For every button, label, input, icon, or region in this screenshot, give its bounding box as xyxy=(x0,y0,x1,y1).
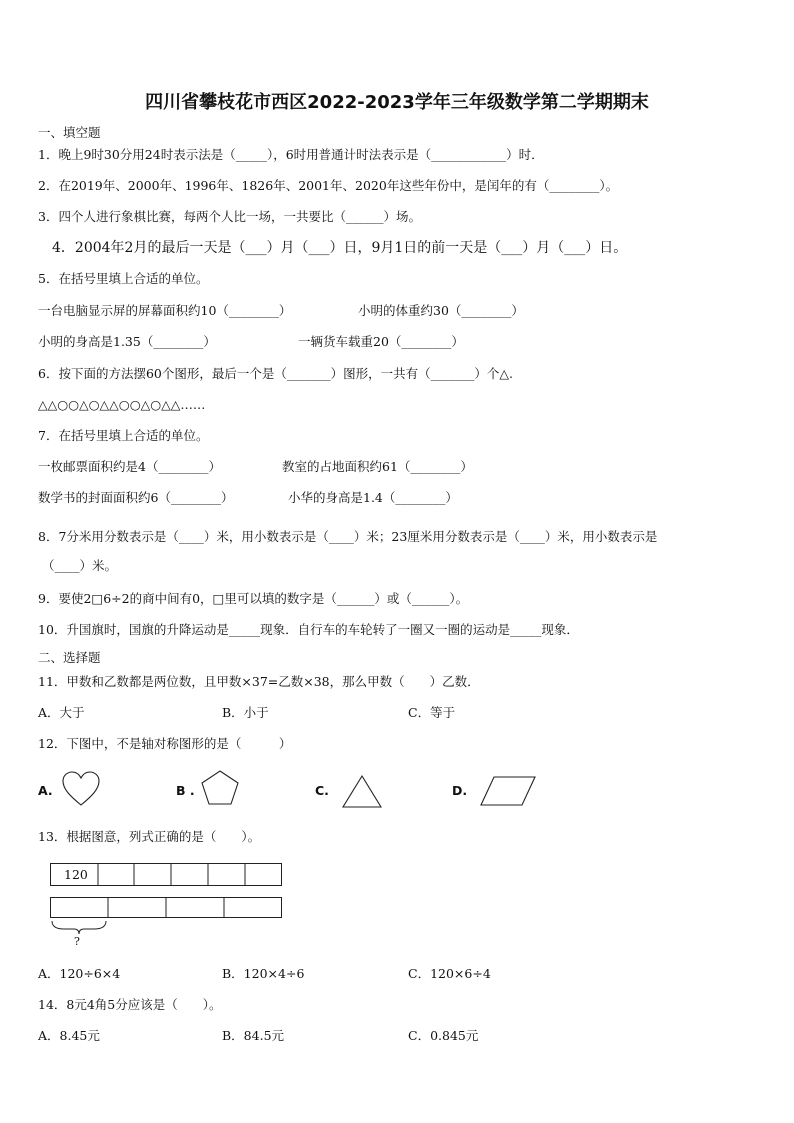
question-7-item-d: 小华的身高是1.4（________） xyxy=(288,490,458,505)
parallelogram-icon xyxy=(480,776,536,806)
question-11: 11．甲数和乙数都是两位数，且甲数×37=乙数×38，那么甲数（ ）乙数． xyxy=(38,674,480,689)
question-7: 7．在括号里填上合适的单位。 xyxy=(38,428,209,443)
question-12-letter-b: B . xyxy=(176,783,195,798)
question-13: 13．根据图意，列式正确的是（ ）。 xyxy=(38,829,261,844)
question-12-letter-d: D. xyxy=(452,783,468,798)
question-12: 12．下图中，不是轴对称图形的是（ ） xyxy=(38,736,292,751)
question-14-option-b: B．84.5元 xyxy=(222,1028,285,1043)
question-14: 14．8元4角5分应该是（ ）。 xyxy=(38,997,222,1012)
question-6: 6．按下面的方法摆60个图形，最后一个是（_______）图形，一共有（_______）个△. xyxy=(38,366,513,381)
question-13-question-mark: ? xyxy=(74,935,80,948)
pentagon-icon xyxy=(200,770,240,806)
question-11-option-b: B．小于 xyxy=(222,705,269,720)
question-5-item-d: 一辆货车载重20（________） xyxy=(298,334,464,349)
question-13-option-c: C．120×6÷4 xyxy=(408,966,491,981)
question-8-line-2: （____）米。 xyxy=(42,558,118,573)
question-11-option-c: C．等于 xyxy=(408,705,456,720)
question-13-option-b: B．120×4÷6 xyxy=(222,966,305,981)
question-4: 4．2004年2月的最后一天是（___）月（___）日，9月1日的前一天是（___）月（___）日。 xyxy=(52,240,628,256)
question-7-item-a: 一枚邮票面积约是4（________） xyxy=(38,459,221,474)
question-8-line-1: 8．7分米用分数表示是（____）米，用小数表示是（____）米；23厘米用分数表示是（____）米，用小数表示是 xyxy=(38,529,658,544)
question-1: 1．晚上9时30分用24时表示法是（_____），6时用普通计时法表示是（____________）时． xyxy=(38,147,544,162)
question-9: 9．要使2□6÷2的商中间有0，□里可以填的数字是（______）或（______）。 xyxy=(38,591,469,606)
question-6-pattern: △△○○△○△△○○△○△△…… xyxy=(38,397,206,412)
question-11-option-a: A．大于 xyxy=(38,705,85,720)
question-10: 10．升国旗时，国旗的升降运动是_____现象．自行车的车轮转了一圈又一圈的运动是_____现象． xyxy=(38,622,579,637)
question-7-item-c: 数学书的封面面积约6（________） xyxy=(38,490,234,505)
question-12-letter-a: A. xyxy=(38,783,53,798)
triangle-icon xyxy=(342,775,382,808)
question-14-option-c: C．0.845元 xyxy=(408,1028,479,1043)
question-3: 3．四个人进行象棋比赛，每两个人比一场，一共要比（______）场。 xyxy=(38,209,421,224)
section-multiple-choice: 二、选择题 xyxy=(38,650,101,665)
question-2: 2．在2019年、2000年、1996年、1826年、2001年、2020年这些年份中，是闰年的有（________）。 xyxy=(38,178,619,193)
question-5-item-a: 一台电脑显示屏的屏幕面积约10（________） xyxy=(38,303,292,318)
question-5-item-c: 小明的身高是1.35（________） xyxy=(38,334,216,349)
question-7-item-b: 教室的占地面积约61（________） xyxy=(282,459,473,474)
question-5-item-b: 小明的体重约30（________） xyxy=(358,303,524,318)
page-title: 四川省攀枝花市西区2022-2023学年三年级数学第二学期期末 xyxy=(145,92,649,113)
section-fill-blank: 一、填空题 xyxy=(38,125,101,140)
heart-icon xyxy=(62,771,100,807)
question-13-box-label: 120 xyxy=(64,867,88,882)
question-14-option-a: A．8.45元 xyxy=(38,1028,100,1043)
question-12-letter-c: C. xyxy=(315,783,329,798)
brace-icon xyxy=(52,921,106,934)
question-13-option-a: A．120÷6×4 xyxy=(38,966,121,981)
question-5: 5．在括号里填上合适的单位。 xyxy=(38,271,209,286)
